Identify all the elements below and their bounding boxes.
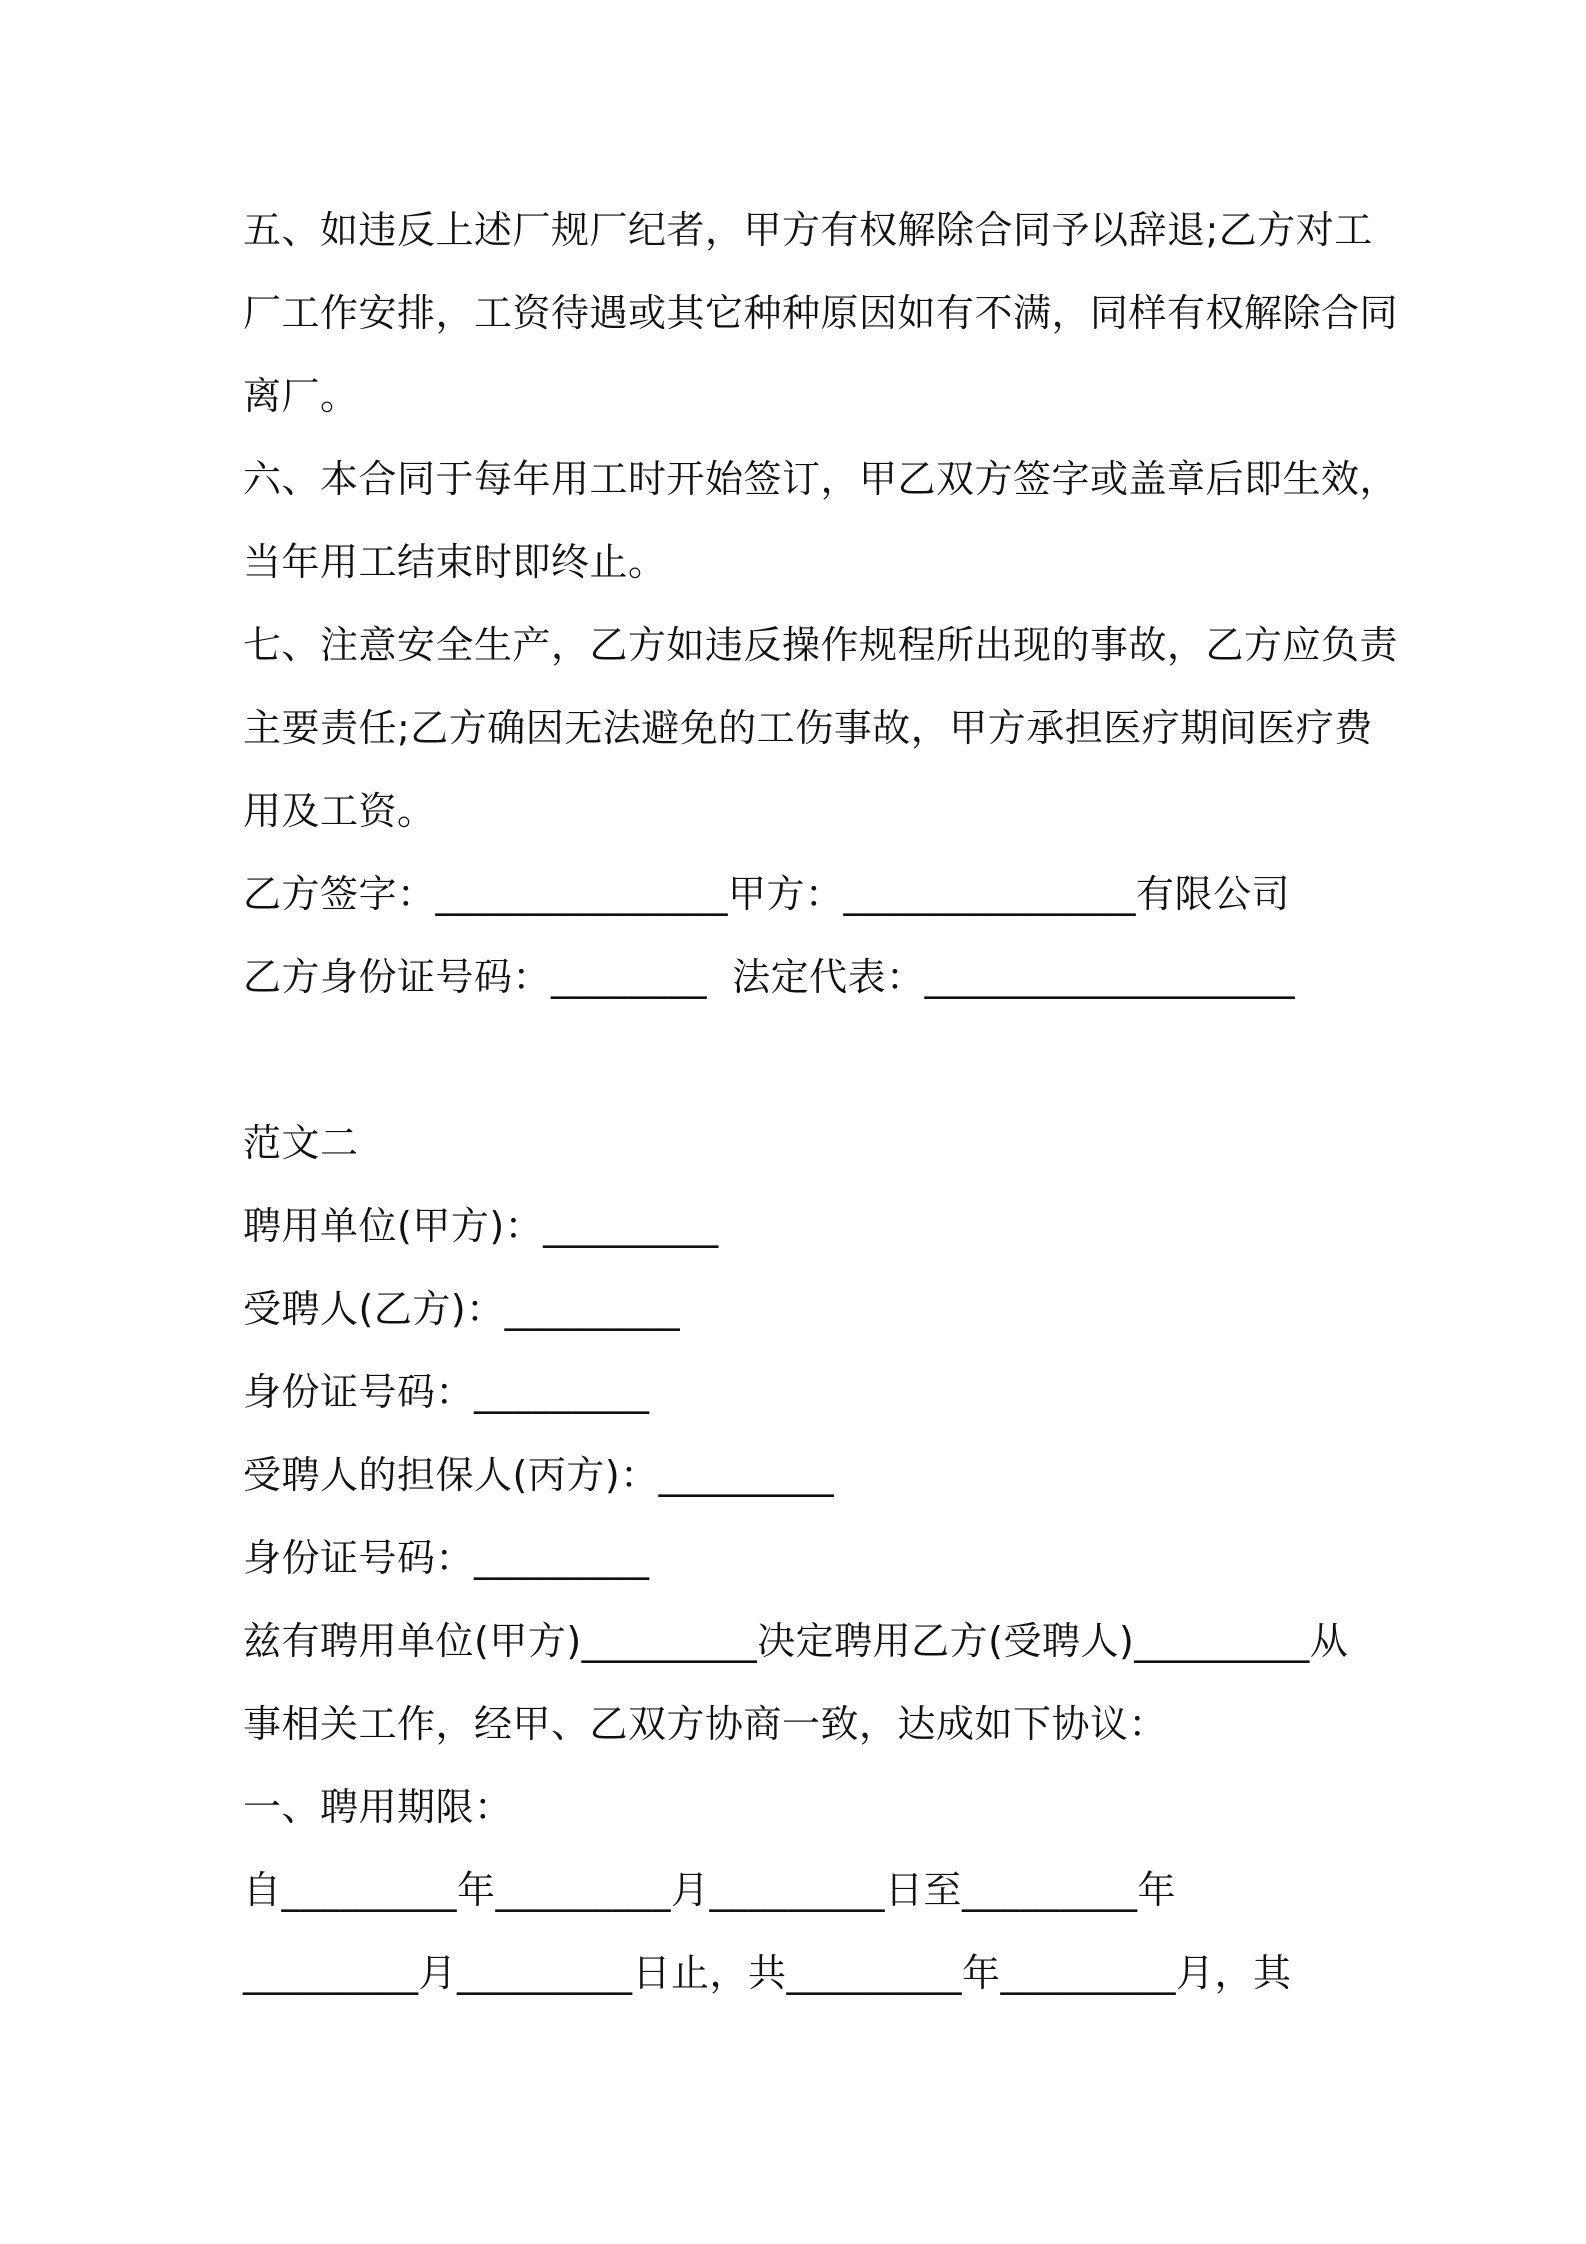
employee-field-line: 受聘人(乙方)：_________ xyxy=(243,1287,681,1331)
term-heading: 一、聘用期限： xyxy=(243,1785,513,1829)
clause-6-line-1: 六、本合同于每年用工时开始签订，甲乙双方签字或盖章后即生效， xyxy=(243,457,1399,501)
agreement-intro-line-1: 兹有聘用单位(甲方)_________决定聘用乙方(受聘人)_________从 xyxy=(243,1619,1349,1663)
section-heading: 范文二 xyxy=(243,1121,359,1165)
employee-id-field-line: 身份证号码：_________ xyxy=(243,1370,650,1414)
clause-5-line-3: 离厂。 xyxy=(243,374,359,418)
guarantor-id-field-line: 身份证号码：_________ xyxy=(243,1536,650,1580)
document-page xyxy=(243,200,1399,2026)
term-dates-line-2: _________月_________日止，共_________年_________月，其 xyxy=(243,1951,1292,1995)
signature-line: 乙方签字：_______________甲方：_______________有限公司 xyxy=(243,872,1291,916)
agreement-intro-line-2: 事相关工作，经甲、乙双方协商一致，达成如下协议： xyxy=(243,1702,1168,1746)
term-dates-line-1: 自_________年_________月_________日至_________年 xyxy=(243,1868,1177,1912)
clause-7-line-3: 用及工资。 xyxy=(243,789,436,833)
blank-line xyxy=(243,1030,1373,1113)
clause-7-line-1: 七、注意安全生产，乙方如违反操作规程所出现的事故，乙方应负责 xyxy=(243,623,1399,667)
clause-5-line-1: 五、如违反上述厂规厂纪者，甲方有权解除合同予以辞退;乙方对工 xyxy=(243,208,1373,252)
employer-field-line: 聘用单位(甲方)：_________ xyxy=(243,1204,719,1248)
clause-7-line-2: 主要责任;乙方确因无法避免的工伤事故，甲方承担医疗期间医疗费 xyxy=(243,706,1373,750)
id-representative-line: 乙方身份证号码：________ 法定代表：___________________ xyxy=(243,955,1296,999)
guarantor-field-line: 受聘人的担保人(丙方)：_________ xyxy=(243,1453,835,1497)
clause-5-line-2: 厂工作安排，工资待遇或其它种种原因如有不满，同样有权解除合同 xyxy=(243,291,1399,335)
clause-6-line-2: 当年用工结束时即终止。 xyxy=(243,540,667,584)
